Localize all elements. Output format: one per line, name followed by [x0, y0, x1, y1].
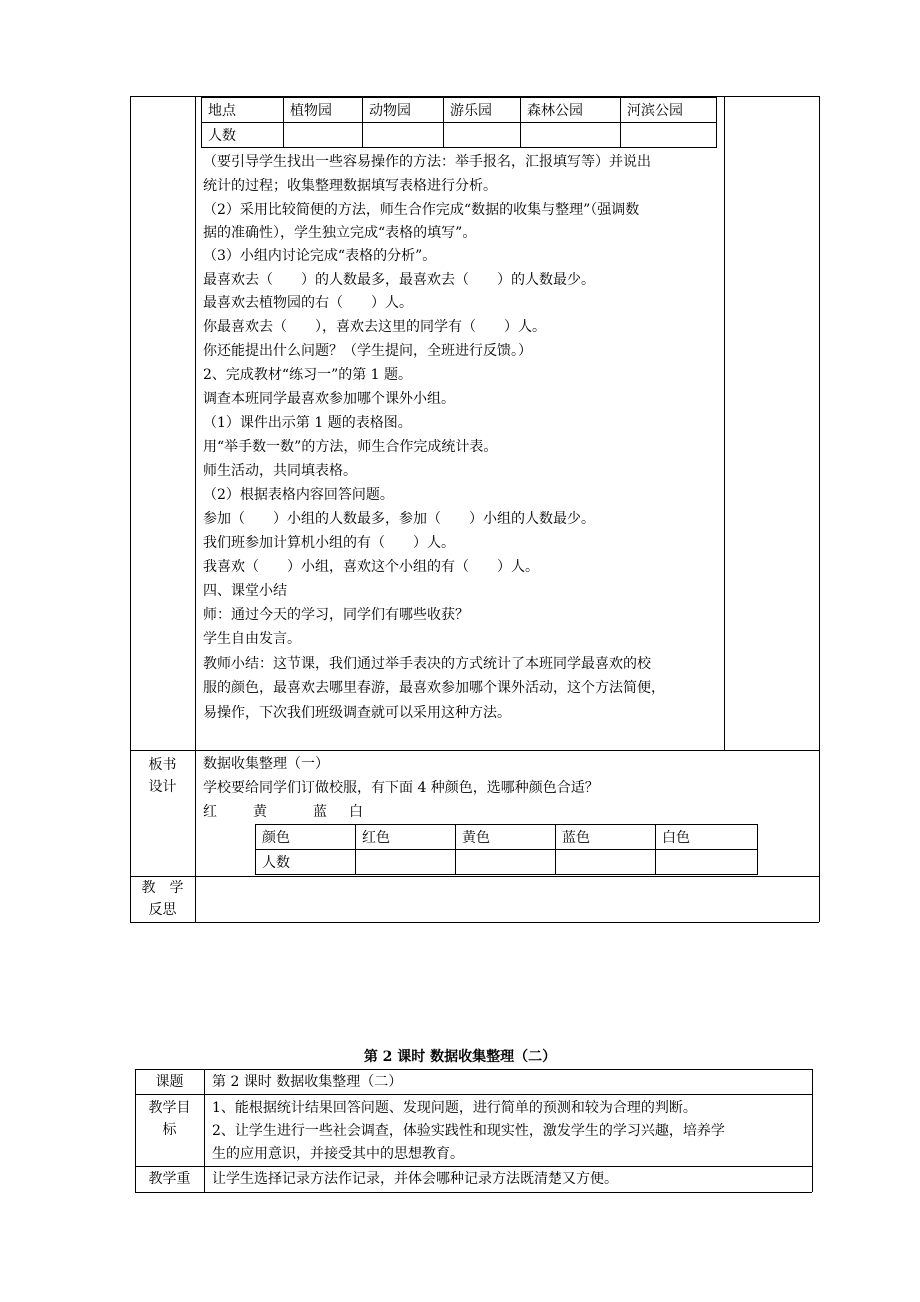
- color-item: 白: [349, 804, 363, 820]
- table-cell: 白色: [656, 825, 758, 850]
- text-line: 据的准确性），学生独立完成“表格的填写”。: [203, 225, 477, 241]
- board-question: 学校要给同学们订做校服，有下面 4 种颜色，选哪种颜色合适？: [203, 780, 599, 796]
- lesson2-goal-label: [135, 1097, 204, 1141]
- table-cell: 颜色: [256, 825, 356, 850]
- text-line: 师生活动，共同填表格。: [203, 463, 357, 479]
- color-item: 黄: [253, 804, 267, 820]
- table-cell: 红色: [356, 825, 456, 850]
- table-cell: 蓝色: [556, 825, 656, 850]
- text-line: 服的颜色，最喜欢去哪里春游，最喜欢参加哪个课外活动，这个方法简便，: [203, 680, 665, 696]
- table-cell: [363, 123, 444, 148]
- text-line: 你还能提出什么问题？（学生提问，全班进行反馈。）: [203, 343, 532, 359]
- table-cell: 河滨公园: [621, 98, 717, 123]
- table-row: [256, 825, 758, 850]
- board-design-label: [130, 754, 195, 798]
- color-item: 蓝: [313, 804, 327, 820]
- reflection-label: [130, 877, 195, 921]
- table-cell: 人数: [256, 850, 356, 875]
- text-line: 师：通过今天的学习，同学们有哪些收获？: [203, 607, 469, 623]
- text-line: 2、完成教材“练习一”的第 1 题。: [203, 367, 413, 383]
- table-cell: 地点: [202, 98, 284, 123]
- table-row: [202, 98, 717, 123]
- table-cell: 人数: [202, 123, 284, 148]
- label-line: 设计: [148, 779, 177, 795]
- lesson2-topic: 第 2 课时 数据收集整理（二）: [212, 1074, 403, 1090]
- text-line: 用“举手数一数”的方法，师生合作完成统计表。: [203, 439, 498, 455]
- label-line: 教 学: [141, 880, 184, 896]
- lesson2-topic-label: 课题: [155, 1074, 184, 1090]
- table-cell: [621, 123, 717, 148]
- location-table: [201, 97, 717, 148]
- table-cell: [656, 850, 758, 875]
- color-table: [255, 824, 758, 875]
- table-cell: [356, 850, 456, 875]
- label-line: 反思: [148, 902, 177, 918]
- table-cell: [556, 850, 656, 875]
- table-cell: 植物园: [284, 98, 363, 123]
- table-cell: 森林公园: [521, 98, 621, 123]
- table-cell: [456, 850, 556, 875]
- table-cell: 动物园: [363, 98, 444, 123]
- table-cell: [284, 123, 363, 148]
- lesson2-focus-label: 教学重: [148, 1171, 191, 1187]
- text-line: 最喜欢去（ ）的人数最多，最喜欢去（ ）的人数最少。: [203, 272, 595, 288]
- text-line: （1）课件出示第 1 题的表格图。: [203, 415, 412, 431]
- text-line: 四、课堂小结: [203, 583, 287, 599]
- text-line: 参加（ ）小组的人数最多，参加（ ）小组的人数最少。: [203, 511, 595, 527]
- table-cell: 游乐园: [444, 98, 521, 123]
- text-line: （要引导学生找出一些容易操作的方法：举手报名，汇报填写等）并说出: [203, 154, 651, 170]
- text-line: 易操作，下次我们班级调查就可以采用这种方法。: [203, 705, 511, 721]
- table-row: [202, 123, 717, 148]
- label-line: 板书: [148, 757, 177, 773]
- text-line: 统计的过程；收集整理数据填写表格进行分析。: [203, 178, 497, 194]
- lesson2-goal-line: 2、让学生进行一些社会调查，体验实践性和现实性，激发学生的学习兴趣，培养学: [212, 1123, 725, 1139]
- lesson2-focus: 让学生选择记录方法作记录，并体会哪种记录方法既清楚又方便。: [212, 1171, 618, 1187]
- color-item: 红: [203, 804, 217, 820]
- text-line: 我喜欢（ ）小组，喜欢这个小组的有（ ）人。: [203, 559, 539, 575]
- text-line: 教师小结：这节课，我们通过举手表决的方式统计了本班同学最喜欢的校: [203, 656, 651, 672]
- table-cell: [444, 123, 521, 148]
- text-line: 调查本班同学最喜欢参加哪个课外小组。: [203, 391, 455, 407]
- text-line: （2）采用比较简便的方法，师生合作完成“数据的收集与整理”（强调数: [203, 202, 640, 218]
- text-line: 我们班参加计算机小组的有（ ）人。: [203, 535, 455, 551]
- text-line: 学生自由发言。: [203, 631, 301, 647]
- board-title: 数据收集整理（一）: [203, 756, 329, 772]
- label-line: 教学目: [148, 1100, 191, 1116]
- text-line: 最喜欢去植物园的右（ ）人。: [203, 295, 413, 311]
- text-line: （2）根据表格内容回答问题。: [203, 487, 394, 503]
- table-cell: 黄色: [456, 825, 556, 850]
- lesson2-heading: 第 2 课时 数据收集整理（二）: [363, 1049, 557, 1065]
- lesson2-goal-line: 1、能根据统计结果回答问题、发现问题，进行简单的预测和较为合理的判断。: [212, 1100, 697, 1116]
- text-line: 你最喜欢去（ ），喜欢去这里的同学有（ ）人。: [203, 319, 546, 335]
- table-cell: [521, 123, 621, 148]
- text-line: （3）小组内讨论完成“表格的分析”。: [203, 248, 437, 264]
- label-line: 标: [162, 1122, 177, 1138]
- lesson2-goal-line: 生的应用意识，并接受其中的思想教育。: [212, 1146, 464, 1162]
- table-row: [256, 850, 758, 875]
